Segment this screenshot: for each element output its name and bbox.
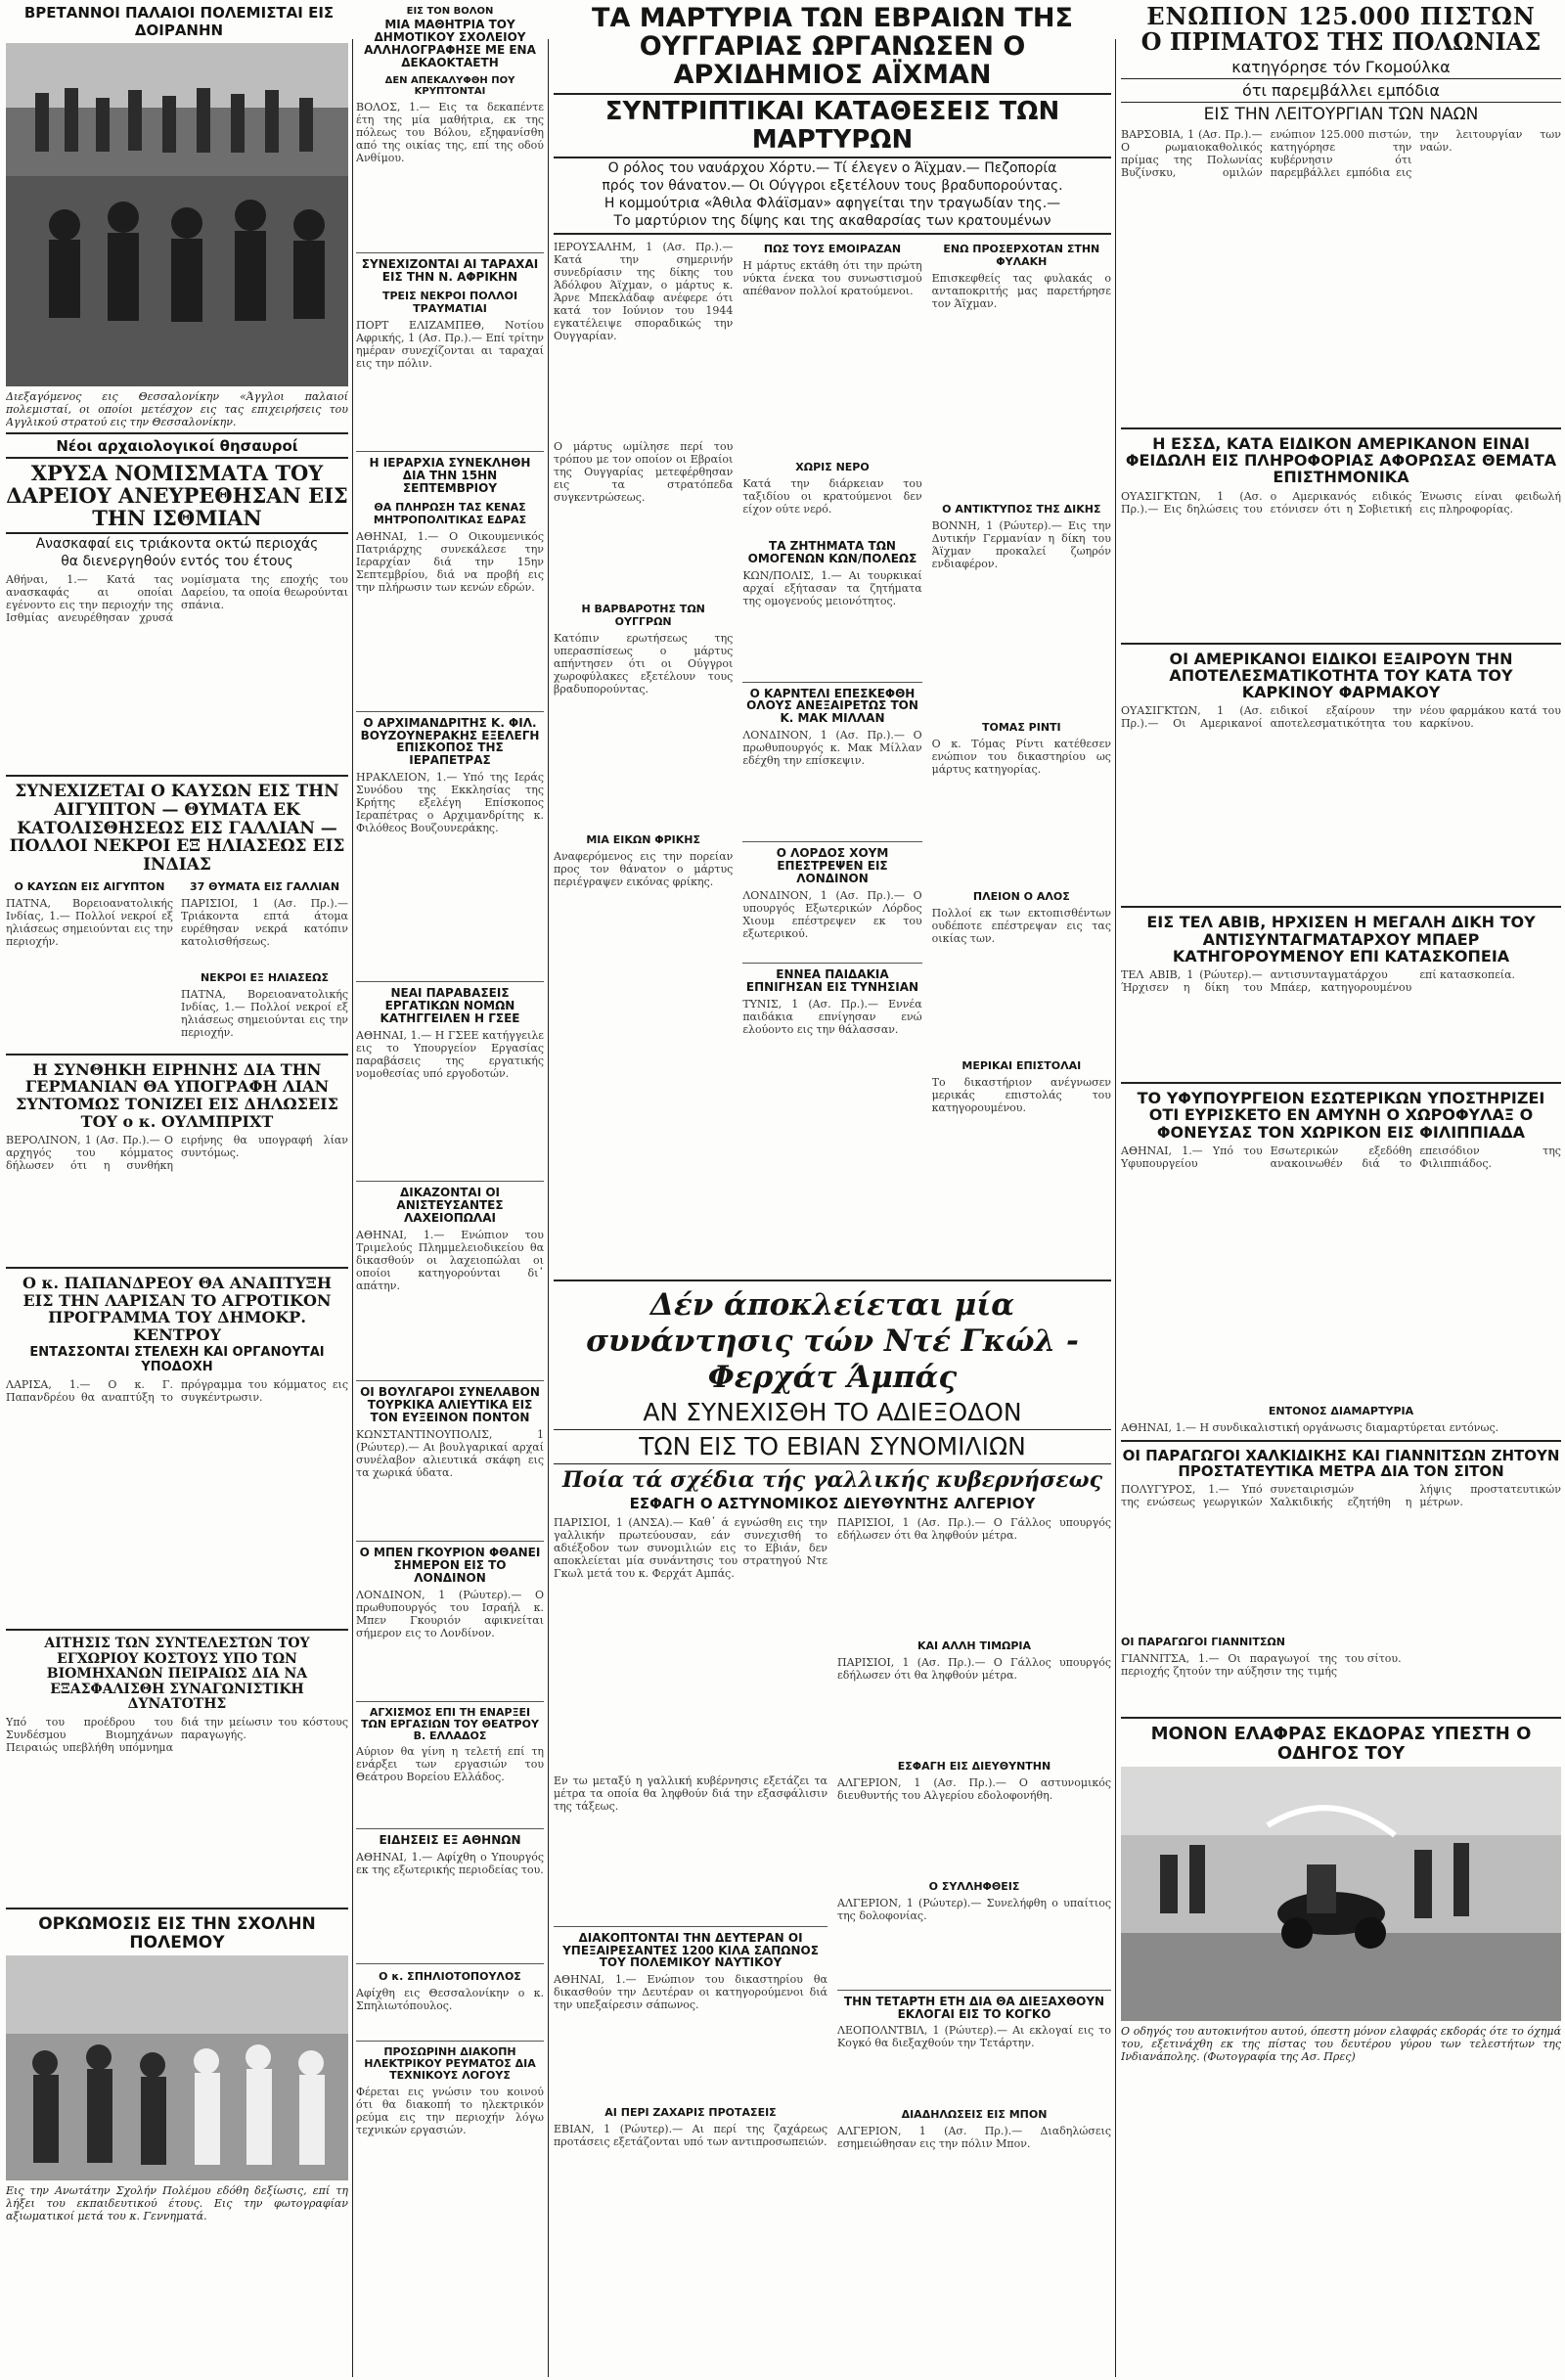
gaulle-body-2: Εν τω μεταξύ η γαλλική κυβέρνησις εξετάζει τα μέτρα τα οποία θα ληφθούν διά την εξασφάλισιν της τάξεως. [554, 1774, 827, 1813]
grain-headline: ΟΙ ΠΑΡΑΓΩΓΟΙ ΧΑΛΚΙΔΙΚΗΣ ΚΑΙ ΓΙΑΝΝΙΤΣΩΝ ΖΗΤΟΥΝ ΠΡΟΣΤΑΤΕΥΤΙΚΑ ΜΕΤΡΑ ΔΙΑ ΤΟΝ ΣΙΤΟΝ [1122, 1446, 1560, 1481]
arrest-body: ΑΛΓΕΡΙΟΝ, 1 (Ρώυτερ).— Συνελήφθη ο υπαίτιος της δολοφονίας. [837, 1896, 1111, 1922]
poland-sub1: κατηγόρησε τόν Γκομούλκα [1231, 57, 1451, 76]
school-caption: Εις την Ανωτάτην Σχολήν Πολέμου εδόθη δεξίωσις, επί τη λήξει του εκπαιδευτικού έτους. Εις την φωτογραφίαν αξιωματικοί μετά του κ. Γεννηματά. [6, 2184, 348, 2223]
archim-hd: Ο ΑΡΧΙΜΑΝΔΡΙΤΗΣ Κ. ΦΙΛ. ΒΟΥΖΟΥΝΕΡΑΚΗΣ ΕΞΕΛΕΓΗ ΕΠΙΣΚΟΠΟΣ ΤΗΣ ΙΕΡΑΠΕΤΡΑΣ [360, 715, 540, 768]
other-sub: ΚΑΙ ΑΛΛΗ ΤΙΜΩΡΙΑ [917, 1639, 1032, 1652]
power-body: Φέρεται εις γνώσιν του κοινού ότι θα διακοπή το ηλεκτρικόν ρεύμα εις την περιοχήν λόγω τεχνικών εργασιών. [356, 2086, 544, 2137]
gouri-hd: Ο ΜΠΕΝ ΓΚΟΥΡΙΟΝ ΦΘΑΝΕΙ ΣΗΜΕΡΟΝ ΕΙΣ ΤΟ ΛΟΝΔΙΝΟΝ [359, 1545, 541, 1585]
cancer-headline: ΟΙ ΑΜΕΡΙΚΑΝΟΙ ΕΙΔΙΚΟΙ ΕΞΑΙΡΟΥΝ ΤΗΝ ΑΠΟΤΕΛΕΣΜΑΤΙΚΟΤΗΤΑ ΤΟΥ ΚΑΤΑ ΤΟΥ ΚΑΡΚΙΝΟΥ ΦΑΡΜΑΚΟΥ [1169, 649, 1513, 702]
gendarme-headline: ΤΟ ΥΦΥΠΟΥΡΓΕΙΟΝ ΕΣΩΤΕΡΙΚΩΝ ΥΠΟΣΤΗΡΙΖΕΙ ΟΤΙ ΕΥΡΙΣΚΕΤΟ ΕΝ ΑΜΥΝΗ Ο ΧΩΡΟΦΥΛΑΞ Ο ΦΟΝΕΥΣΑΣ ΤΟΝ ΧΩΡΙΚΟΝ ΕΙΣ ΦΙΛΙΠΠΙΑΔΑ [1137, 1089, 1545, 1142]
eichmann-columns [554, 237, 1111, 1274]
soap-body: ΑΘΗΝΑΙ, 1.— Ενώπιον του δικαστηρίου θα δικασθούν την Δευτέραν οι κατηγορούμενοι διά την υπεξαίρεσιν σάπωνος. [554, 1973, 827, 2012]
eichmann-body-2: Ο μάρτυς ωμίλησε περί του τρόπου με τον οποίον οι Εβραίοι της Ουγγαρίας μετεφέρθησαν εις τα στρατόπεδα συγκεντρώσεως. [554, 439, 734, 504]
gouri-body: ΛΟΝΔΙΝΟΝ, 1 (Ρώυτερ).— Ο πρωθυπουργός του Ισραήλ κ. Μπεν Γκουριόν αφικνείται σήμερον εις το Λονδίνον. [356, 1588, 544, 1639]
eichmann-body-6: Αναφερόμενος εις την πορείαν προς τον θάνατον ο μάρτυς περιέγραψεν εικόνας φρίκης. [554, 849, 734, 888]
divider [356, 1828, 544, 1829]
hierarchy-body: ΑΘΗΝΑΙ, 1.— Ο Οικουμενικός Πατριάρχης συνεκάλεσε την Ιεραρχίαν διά την 15ην Σεπτεμβρίου, διά να προβή εις την πλήρωσιν των κενών εδρών. [356, 529, 544, 594]
divider [356, 711, 544, 712]
pleno-body: Πολλοί εκ των εκτοπισθέντων ουδέποτε επέστρεψαν εις τας οικίας των. [931, 906, 1111, 945]
divider [356, 1963, 544, 1964]
arrest-sub: Ο ΣΥΛΛΗΦΘΕΙΣ [928, 1879, 1020, 1893]
divider [356, 1541, 544, 1542]
divider [1121, 1717, 1561, 1719]
grain-body: ΠΟΛΥΓΥΡΟΣ, 1.— Υπό της ενώσεως γεωργικών συνεταιρισμών Χαλκιδικής εζητήθη η λήψις προστατευτικών μέτρων. [1121, 1483, 1561, 1509]
divider [1121, 1082, 1561, 1084]
hungary-sub: ΠΩΣ ΤΟΥΣ ΕΜΟΙΡΑΖΑΝ [763, 242, 902, 255]
police-body: ΑΛΓΕΡΙΟΝ, 1 (Ασ. Πρ.).— Ο αστυνομικός διευθυντής του Αλγερίου εδολοφονήθη. [837, 1775, 1111, 1802]
congo-hd: ΤΗΝ ΤΕΤΑΡΤΗ ΕΤΗ ΔΙΑ ΘΑ ΔΙΕΞΑΧΘΟΥΝ ΕΚΛΟΓΑΙ ΕΙΣ ΤΟ ΚΟΓΚΟ [843, 1994, 1105, 2021]
accident-caption: Ο οδηγός του αυτοκινήτου αυτού, όπεστη μόνον ελαφράς εκδοράς ότε το όχημά του, εξετινάχθη εκ της πίστας του δευτέρου γύρου των τελεστήτων της Ινδιανάπολης. (Φωτογραφία της Ασ. Πρες) [1121, 2025, 1561, 2064]
volos-kicker: ΕΙΣ ΤΟΝ ΒΟΛΟΝ [406, 6, 494, 17]
coins-sub1: Ανασκαφαί εις τριάκοντα οκτώ περιοχάς [35, 536, 319, 553]
congo-body: ΛΕΟΠΟΛΝΤΒΙΛ, 1 (Ρώυτερ).— Αι εκλογαί εις το Κογκό θα διεξαχθούν την Τετάρτην. [837, 2024, 1111, 2050]
divider [837, 1990, 1111, 1991]
athens-hd: ΕΙΔΗΣΕΙΣ ΕΞ ΑΘΗΝΩΝ [379, 1833, 521, 1848]
eichmann-body-3: Η μάρτυς εκτάθη ότι την πρώτη νύκτα ένεκα του συνωστισμού απέθανον πολλοί κρατούμενοι. [742, 258, 922, 297]
eichmann-body-1: ΙΕΡΟΥΣΑΛΗΜ, 1 (Ασ. Πρ.).— Κατά την σημερινήν συνεδρίασιν της δίκης του Άδόλφου Άϊχμαν, ο μάρτυς κ. Άρνε Μπεκλάδαφ ανέφερε ότι κατά τον Ιούνιον του 1944 εγκατέλειψε σποραδικώς την Ουγγαρίαν. [554, 240, 734, 342]
other-body: ΠΑΡΙΣΙΟΙ, 1 (Ασ. Πρ.).— Ο Γάλλος υπουργός εδήλωσεν ότι θα ληφθούν μέτρα. [837, 1655, 1111, 1682]
eichmann-body-4: Κατά την διάρκειαν του ταξιδίου οι κρατούμενοι δεν είχον ούτε νερό. [742, 476, 922, 516]
costs-body: Υπό του προέδρου του Συνδέσμου Βιομηχάνων Πειραιώς υπεβλήθη υπόμνημα διά την μείωσιν του κόστους παραγωγής. [6, 1716, 348, 1755]
egypt-body: ΠΑΤΝΑ, Βορειοανατολικής Ινδίας, 1.— Πολλοί νεκροί εξ ηλιάσεως σημειούνται εις την περιοχήν. [6, 896, 173, 948]
power-hd: ΠΡΟΣΩΡΙΝΗ ΔΙΑΚΟΠΗ ΗΛΕΚΤΡΙΚΟΥ ΡΕΥΜΑΤΟΣ ΔΙΑ ΤΕΧΝΙΚΟΥΣ ΛΟΓΟΥΣ [364, 2045, 536, 2083]
soap-hd: ΔΙΑΚΟΠΤΟΝΤΑΙ ΤΗΝ ΔΕΥΤΕΡΑΝ ΟΙ ΥΠΕΞΑΙΡΕΣΑΝΤΕΣ 1200 ΚΙΛΑ ΣΑΠΩΝΟΣ ΤΟΥ ΠΟΛΕΜΙΚΟΥ ΝΑΥΤΙΚΟΥ [562, 1930, 819, 1970]
tomar-sub: ΤΟΜΑΣ ΡΙΝΤΙ [982, 720, 1061, 734]
gaulle-body-3: ΠΑΡΙΣΙΟΙ, 1 (Ασ. Πρ.).— Ο Γάλλος υπουργός εδήλωσεν ότι θα ληφθούν μέτρα. [837, 1515, 1111, 1542]
deck-line-4: Το μαρτύριον της δίψης και της ακαθαρσίας των κρατουμένων [554, 213, 1111, 235]
cancer-body: ΟΥΑΣΙΓΚΤΩΝ, 1 (Ασ. Πρ.).— Οι Αμερικανοί ειδικοί εξαίρουν την αποτελεσματικότητα του νέου φαρμάκου κατά του καρκίνου. [1121, 704, 1561, 731]
divider [356, 2041, 544, 2042]
gaulle-headline: Δέν άποκλείεται μία συνάντησις τών Ντέ Γκώλ - Φερχάτ Άμπάς [586, 1286, 1079, 1395]
poland-body: ΒΑΡΣΟΒΙΑ, 1 (Ασ. Πρ.).— Ο ρωμαιοκαθολικός πρίμας της Πολωνίας Βυζίνσκυ, ομιλών ενώπιον 125.000 πιστών, κατηγόρησε την κυβέρνησιν ότι παρεμβάλλει εμπόδια εις την λειτουργίαν των ναών. [1121, 127, 1561, 179]
children-hd: ΕΝΝΕΑ ΠΑΙΔΑΚΙΑ ΕΠΝΙΓΗΣΑΝ ΕΙΣ ΤΥΝΗΣΙΑΝ [745, 967, 919, 995]
main-headline: ΤΑ ΜΑΡΤΥΡΙΑ ΤΩΝ ΕΒΡΑΙΩΝ ΤΗΣ ΟΥΓΓΑΡΙΑΣ ΩΡΓΑΝΩΣΕΝ Ο ΑΡΧΙΔΗΜΙΟΣ ΑΪΧΜΑΝ [592, 3, 1073, 91]
heat-hd: ΝΕΚΡΟΙ ΕΞ ΗΛΙΑΣΕΩΣ [200, 970, 330, 984]
victims-hd: 37 ΘΥΜΑΤΑ ΕΙΣ ΓΑΛΛΙΑΝ [189, 879, 340, 893]
water-sub: ΧΩΡΙΣ ΝΕΡΟ [795, 460, 870, 473]
omogenon-hd: ΤΑ ΖΗΤΗΜΑΤΑ ΤΩΝ ΟΜΟΓΕΝΩΝ ΚΩΝ/ΠΟΛΕΩΣ [747, 538, 917, 565]
gendarme-sub: ΕΝΤΟΝΟΣ ΔΙΑΜΑΡΤΥΡΙΑ [1268, 1404, 1414, 1417]
essa-body: ΟΥΑΣΙΓΚΤΩΝ, 1 (Ασ. Πρ.).— Εις δηλώσεις του ο Αμερικανός ειδικός ετόνισεν ότι η Σοβιετική Ένωσις είναι φειδωλή εις πληροφορίας. [1121, 489, 1561, 516]
divider [1121, 906, 1561, 908]
gaulle-kicker2: ΕΣΦΑΓΗ Ο ΑΣΤΥΝΟΜΙΚΟΣ ΔΙΕΥΘΥΝΤΗΣ ΑΛΓΕΡΙΟΥ [629, 1495, 1036, 1513]
school-photo [6, 1955, 348, 2180]
sugar-body: ΕΒΙΑΝ, 1 (Ρώυτερ).— Αι περί της ζαχάρεως προτάσεις εξετάζονται υπό των αντιπροσωπειών. [554, 2123, 827, 2149]
archim-body: ΗΡΑΚΛΕΙΟΝ, 1.— Υπό της Ιεράς Συνόδου της Εκκλησίας της Κρήτης εξελέγη Επίσκοπος Ιεραπέτρας ο Αρχιμανδρίτης κ. Φιλόθεος Βουζουνεράκης. [356, 771, 544, 835]
antiquities-kicker: Νέοι αρχαιολογικοί θησαυροί [6, 432, 348, 455]
home-body: ΛΟΝΔΙΝΟΝ, 1 (Ασ. Πρ.).— Ο υπουργός Εξωτερικών Λόρδος Χιουμ επέστρεψεν εκ του εξωτερικού. [742, 889, 922, 941]
gaulle-body-1: ΠΑΡΙΣΙΟΙ, 1 (ΑΝΣΑ).— Καθ᾽ ά εγνώσθη εις την γαλλικήν πρωτεύουσαν, εάν συνεχισθή το αδιέξοδον των συνομιλιών εις το Εβιάν, δεν αποκλείεται μία συνάντησις του στρατηγού Ντε Γκωλ μετά του κ. Φερχάτ Αμπάς. [554, 1515, 827, 1580]
telaviv-body: ΤΕΛ ΑΒΙΒ, 1 (Ρώυτερ).— Ήρχισεν η δίκη του αντισυνταγματάρχου Μπάερ, κατηγορουμένου επί κατασκοπεία. [1121, 968, 1516, 995]
school-headline: ΟΡΚΩΜΟΣΙΣ ΕΙΣ ΤΗΝ ΣΧΟΛΗΝ ΠΟΛΕΜΟΥ [38, 1914, 316, 1953]
divider [6, 775, 348, 777]
germany-headline: Η ΣΥΝΘΗΚΗ ΕΙΡΗΝΗΣ ΔΙΑ ΤΗΝ ΓΕΡΜΑΝΙΑΝ ΘΑ ΥΠΟΓΡΑΦΗ ΛΙΑΝ ΣΥΝΤΟΜΩΣ ΤΟΝΙΖΕΙ ΕΙΣ ΔΗΛΩΣΕΙΣ ΤΟΥ ο κ. ΟΥΛΜΠΡΙΧΤ [16, 1059, 338, 1131]
papandreou-headline: Ο κ. ΠΑΠΑΝΔΡΕΟΥ ΘΑ ΑΝΑΠΤΥΞΗ ΕΙΣ ΤΗΝ ΛΑΡΙΣΑΝ ΤΟ ΑΓΡΟΤΙΚΟΝ ΠΡΟΓΡΑΜΜΑ ΤΟΥ ΔΗΜΟΚΡ. ΚΕΝΤΡΟΥ [22, 1274, 333, 1344]
deck-line-3: Η κομμούτρια «Άθιλα Φλάϊσμαν» αφηγείται την τραγωδίαν της.— [604, 195, 1061, 211]
volos-body: ΒΟΛΟΣ, 1.— Εις τα δεκαπέντε έτη της μία μαθήτρια, εκ της πόλεως του Βόλου, εξηφανίσθη από της οικίας της, επί της οδού Ανθίμου. [356, 100, 544, 164]
divider [6, 1054, 348, 1055]
divider [6, 1267, 348, 1269]
tomar-body: Ο κ. Τόμας Ρίντι κατέθεσεν ενώπιον του δικαστηρίου ως μάρτυς κατηγορίας. [931, 737, 1111, 776]
home-hd: Ο ΛΟΡΔΟΣ ΧΟΥΜ ΕΠΕΣΤΡΕΨΕΝ ΕΙΣ ΛΟΝΔΙΝΟΝ [776, 846, 889, 886]
theatre-body: Αύριον θα γίνη η τελετή επί τη ενάρξει των εργασιών του Θεάτρου Βορείου Ελλάδος. [356, 1745, 544, 1784]
bulgar-body: ΚΩΝΣΤΑΝΤΙΝΟΥΠΟΛΙΣ, 1 (Ρώυτερ).— Αι βουλγαρικαί αρχαί συνέλαβον αλιευτικά σκάφη εις τα χωρικά ύδατα. [356, 1427, 544, 1479]
photo-caption: Διεξαγόμενος εις Θεσσαλονίκην «Άγγλοι παλαιοί πολεμισταί, οι οποίοι μετέσχον εις τας επιχειρήσεις του Αγγλικού στρατού εις την Θεσσαλονίκην. [6, 390, 348, 428]
omogenon-body: ΚΩΝ/ΠΟΛΙΣ, 1.— Αι τουρκικαί αρχαί εξήτασαν τα ζητήματα της ομογενούς μειονότητος. [742, 568, 922, 607]
costs-headline: ΑΙΤΗΣΙΣ ΤΩΝ ΣΥΝΤΕΛΕΣΤΩΝ ΤΟΥ ΕΓΧΩΡΙΟΥ ΚΟΣΤΟΥΣ ΥΠΟ ΤΩΝ ΒΙΟΜΗΧΑΝΩΝ ΠΕΙΡΑΙΩΣ ΔΙΑ ΝΑ ΕΞΑΣΦΑΛΙΣΘΗ ΣΥΝΑΓΩΝΙΣΤΙΚΗ ΔΥΝΑΤΟΤΗΣ [44, 1636, 310, 1713]
coins-body: Αθήναι, 1.— Κατά τας ανασκαφάς αι οποίαι εγένοντο εις την περιοχήν της Ισθμίας ανευρέθησαν χρυσά νομίσματα της εποχής του Δαρείου, τα οποία θεωρούνται σπάνια. [6, 573, 348, 625]
volos-sub: ΔΕΝ ΑΠΕΚΑΛΥΦΘΗ ΠΟΥ ΚΡΥΠΤΟΝΤΑΙ [384, 74, 515, 97]
spyro-body: Αφίχθη εις Θεσσαλονίκην ο κ. Σπηλιωτόπουλος. [356, 1987, 544, 2013]
divider [742, 682, 921, 683]
divider [356, 1701, 544, 1702]
trial-impact-body: ΒΟΝΝΗ, 1 (Ρώυτερ).— Εις την Δυτικήν Γερμανίαν η δίκη του Άϊχμαν προκαλεί ζωηρόν ενδιαφέρον. [931, 518, 1111, 570]
divider [356, 981, 544, 982]
grain-body-2: ΓΙΑΝΝΙΤΣΑ, 1.— Οι παραγωγοί της περιοχής ζητούν την αύξησιν της τιμής του σίτου. [1121, 1652, 1402, 1679]
center-section [554, 0, 1111, 2380]
dist-body: ΑΛΓΕΡΙΟΝ, 1 (Ασ. Πρ.).— Διαδηλώσεις εσημειώθησαν εις την πόλιν Μπον. [837, 2125, 1111, 2151]
poland-sub2: ότι παρεμβάλλει εμπόδια [1121, 78, 1561, 103]
poland-sub3: ΕΙΣ ΤΗΝ ΛΕΙΤΟΥΡΓΙΑΝ ΤΩΝ ΝΑΩΝ [1203, 104, 1479, 124]
divider [742, 841, 921, 842]
telaviv-headline: ΕΙΣ ΤΕΛ ΑΒΙΒ, ΗΡΧΙΣΕΝ Η ΜΕΓΑΛΗ ΔΙΚΗ ΤΟΥ ΑΝΤΙΣΥΝΤΑΓΜΑΤΑΡΧΟΥ ΜΠΑΕΡ ΚΑΤΗΓΟΡΟΥΜΕΝΟΥ ΕΠΙ ΚΑΤΑΣΚΟΠΕΙΑ [1146, 913, 1536, 965]
riots-hd: ΣΥΝΕΧΙΖΟΝΤΑΙ ΑΙ ΤΑΡΑΧΑΙ ΕΙΣ ΤΗΝ Ν. ΑΦΡΙΚΗΝ [361, 256, 539, 284]
trial-body: ΑΘΗΝΑΙ, 1.— Ενώπιον του Τριμελούς Πλημμελειοδικείου θα δικασθούν οι λαχειοπώλαι οι οποίοι κατηγορούνται δι᾽ απάτην. [356, 1229, 544, 1293]
divider [554, 1280, 1111, 1281]
coins-headline: ΧΡΥΣΑ ΝΟΜΙΣΜΑΤΑ ΤΟΥ ΔΑΡΕΙΟΥ ΑΝΕΥΡΕΘΗΣΑΝ ΕΙΣ ΤΗΝ ΙΣΘΜΙΑΝ [6, 457, 348, 534]
riots-body: ΠΟΡΤ ΕΛΙΖΑΜΠΕΘ, Νοτίου Αφρικής, 1 (Ασ. Πρ.).— Επί τρίτην ημέραν συνεχίζονται αι ταραχαί εις την πόλιν. [356, 318, 544, 370]
letters-body: Το δικαστήριον ανέγνωσεν μερικάς επιστολάς του κατηγορουμένου. [931, 1075, 1111, 1114]
column-rule [1115, 39, 1116, 2377]
gaulle-sub2: ΤΩΝ ΕΙΣ ΤΟ ΕΒΙΑΝ ΣΥΝΟΜΙΛΙΩΝ [554, 1432, 1111, 1464]
gaulle-sub1: ΑΝ ΣΥΝΕΧΙΣΘΗ ΤΟ ΑΔΙΕΞΟΔΟΝ [554, 1398, 1111, 1430]
gaulle-kicker: Ποία τά σχέδια τής γαλλικής κυβερνήσεως [562, 1467, 1102, 1494]
papandreou-sub: ΕΝΤΑΣΣΟΝΤΑΙ ΣΤΕΛΕΧΗ ΚΑΙ ΟΡΓΑΝΟΥΤΑΙ ΥΠΟΔΟΧΗ [29, 1345, 325, 1375]
strikes-hd: ΝΕΑΙ ΠΑΡΑΒΑΣΕΙΣ ΕΡΓΑΤΙΚΩΝ ΝΟΜΩΝ ΚΑΤΗΓΓΕΙΛΕΝ Η ΓΣΕΕ [380, 986, 520, 1026]
dist-sub: ΔΙΑΔΗΛΩΣΕΙΣ ΕΙΣ ΜΠΟΝ [901, 2108, 1048, 2122]
second-column [356, 0, 544, 2380]
gaulle-columns [554, 1512, 1111, 2155]
divider [1121, 643, 1561, 645]
divider [1121, 427, 1561, 429]
strikes-body: ΑΘΗΝΑΙ, 1.— Η ΓΣΕΕ κατήγγειλε εις το Υπουργείον Εργασίας παραβάσεις της εργατικής νομοθεσίας υπό εργοδοτών. [356, 1029, 544, 1081]
image-sub: ΜΙΑ ΕΙΚΩΝ ΦΡΙΚΗΣ [586, 832, 700, 846]
trial-hd: ΔΙΚΑΖΟΝΤΑΙ ΟΙ ΑΝΙΣΤΕΥΣΑΝΤΕΣ ΛΑΧΕΙΟΠΩΛΑΙ [396, 1186, 504, 1226]
eichmann-body-5: Κατόπιν ερωτήσεως της υπερασπίσεως ο μάρτυς απήντησεν ότι οι Ούγγροι χωροφύλακες εξετέλουν τους βραδυπορούντας. [554, 631, 734, 696]
bulgar-hd: ΟΙ ΒΟΥΛΓΑΡΟΙ ΣΥΝΕΛΑΒΟΝ ΤΟΥΡΚΙΚΑ ΑΛΙΕΥΤΙΚΑ ΕΙΣ ΤΟΝ ΕΥΞΕΙΝΟΝ ΠΟΝΤΟΝ [360, 1385, 540, 1425]
photo-header: ΒΡΕΤΑΝΝΟΙ ΠΑΛΑΙΟΙ ΠΟΛΕΜΙΣΤΑΙ ΕΙΣ ΔΟΙΡΑΝΗΝ [6, 0, 348, 43]
poland-headline-2: Ο ΠΡΙΜΑΤΟΣ ΤΗΣ ΠΟΛΩΝΙΑΣ [1140, 27, 1542, 57]
main-sub: ΣΥΝΤΡΙΠΤΙΚΑΙ ΚΑΤΑΘΕΣΕΙΣ ΤΩΝ ΜΑΡΤΥΡΩΝ [554, 93, 1111, 157]
veterans-photo [6, 0, 348, 386]
carnegie-body: ΛΟΝΔΙΝΟΝ, 1 (Ασ. Πρ.).— Ο πρωθυπουργός κ. Μακ Μίλλαν εδέχθη την επίσκεψιν. [742, 729, 922, 768]
divider [6, 1908, 348, 1909]
coins-sub2: θα διενεργηθούν εντός του έτους [61, 554, 293, 570]
sugar-sub: ΑΙ ΠΕΡΙ ΖΑΧΑΡΙΣ ΠΡΟΤΑΣΕΙΣ [604, 2106, 777, 2120]
egypt-columns [6, 875, 348, 1048]
papandreou-body: ΛΑΡΙΣΑ, 1.— Ο κ. Γ. Παπανδρέου θα αναπτύξη το πρόγραμμα του κόμματος εις συγκέντρωσιν. [6, 1378, 348, 1405]
eichmann-sub: ΕΝΩ ΠΡΟΣΕΡΧΟΤΑΝ ΣΤΗΝ ΦΥΛΑΚΗ [943, 242, 1100, 268]
egypt-hd: Ο ΚΑΥΣΩΝ ΕΙΣ ΑΙΓΥΠΤΟΝ [14, 879, 165, 893]
divider [356, 1181, 544, 1182]
race-car-photo [1121, 1767, 1561, 2021]
poland-headline-1: ΕΝΩΠΙΟΝ 125.000 ΠΙΣΤΩΝ [1146, 2, 1536, 30]
spyro-hd: Ο κ. ΣΠΗΛΙΟΤΟΠΟΥΛΟΣ [379, 1970, 521, 1984]
divider [742, 963, 921, 964]
divider [356, 451, 544, 452]
deck-line-1: Ο ρόλος του ναυάρχου Χόρτυ.— Τί έλεγεν ο Άϊχμαν.— Πεζοπορία [607, 159, 1057, 176]
children-body: ΤΥΝΙΣ, 1 (Ασ. Πρ.).— Εννέα παιδάκια επνίγησαν ενώ ελούοντο εις την θάλασσαν. [742, 998, 922, 1037]
carnegie-hd: Ο ΚΑΡΝΤΕΛΙ ΕΠΕΣΚΕΦΘΗ ΟΛΟΥΣ ΑΝΕΞΑΙΡΕΤΩΣ ΤΟΝ Κ. ΜΑΚ ΜΙΛΛΑΝ [746, 686, 918, 726]
hierarchy-hd: Η ΙΕΡΑΡΧΙΑ ΣΥΝΕΚΛΗΘΗ ΔΙΑ ΤΗΝ 15ΗΝ ΣΕΠΤΕΜΒΡΙΟΥ [369, 455, 531, 495]
deck-line-2: πρός τον θάνατον.— Οι Ούγγροι εξετέλουν τους βραδυπορούντας. [602, 177, 1063, 194]
divider [554, 1926, 827, 1927]
gendarme-body-2: ΑΘΗΝΑΙ, 1.— Η συνδικαλιστική οργάνωσις διαμαρτύρεται εντόνως. [1121, 1420, 1499, 1434]
victims-body: ΠΑΡΙΣΙΟΙ, 1 (Ασ. Πρ.).— Τριάκοντα επτά άτομα ευρέθησαν νεκρά κατόπιν κατολισθήσεως. [181, 896, 348, 948]
germany-body: ΒΕΡΟΛΙΝΟΝ, 1 (Ασ. Πρ.).— Ο αρχηγός του κόμματος δήλωσεν ότι η συνθήκη ειρήνης θα υπογραφή λίαν συντόμως. [6, 1134, 348, 1173]
police-sub: ΕΣΦΑΓΗ ΕΙΣ ΔΙΕΥΘΥΝΤΗΝ [897, 1759, 1051, 1773]
divider [356, 1380, 544, 1381]
grain-sub: ΟΙ ΠΑΡΑΓΩΓΟΙ ΓΙΑΝΝΙΤΣΩΝ [1121, 1636, 1285, 1649]
essa-headline: Η ΕΣΣΔ, ΚΑΤΑ ΕΙΔΙΚΟΝ ΑΜΕΡΙΚΑΝΟΝ ΕΙΝΑΙ ΦΕΙΔΩΛΗ ΕΙΣ ΠΛΗΡΟΦΟΡΙΑΣ ΑΦΟΡΩΣΑΣ ΘΕΜΑΤΑ ΕΠΙΣΤΗΜΟΝΙΚΑ [1125, 433, 1557, 487]
pleno-sub: ΠΛΕΙΟΝ Ο ΑΛΟΣ [972, 889, 1070, 903]
divider [6, 1629, 348, 1631]
theatre-hd: ΑΓΧΙΣΜΟΣ ΕΠΙ ΤΗ ΕΝΑΡΞΕΙ ΤΩΝ ΕΡΓΑΣΙΩΝ ΤΟΥ ΘΕΑΤΡΟΥ Β. ΕΛΛΑΔΟΣ [361, 1705, 539, 1742]
heat-body: ΠΑΤΝΑ, Βορειοανατολικής Ινδίας, 1.— Πολλοί νεκροί εξ ηλιάσεως σημειούνται εις την περιοχήν. [181, 987, 348, 1039]
volos-hd: ΜΙΑ ΜΑΘΗΤΡΙΑ ΤΟΥ ΔΗΜΟΤΙΚΟΥ ΣΧΟΛΕΙΟΥ ΑΛΛΗΛΟΓΡΑΦΗΣΕ ΜΕ ΕΝΑ ΔΕΚΑΟΚΤΑΕΤΗ [364, 18, 536, 69]
hierarchy-sub: ΘΑ ΠΛΗΡΩΣΗ ΤΑΣ ΚΕΝΑΣ ΜΗΤΡΟΠΟΛΙΤΙΚΑΣ ΕΔΡΑΣ [373, 500, 527, 526]
letters-sub: ΜΕΡΙΚΑΙ ΕΠΙΣΤΟΛΑΙ [961, 1058, 1082, 1072]
right-column [1121, 0, 1561, 2380]
column-rule [352, 39, 353, 2377]
eichmann-prison-body: Επισκεφθείς τας φυλακάς ο ανταποκριτής μας παρετήρησε τον Άϊχμαν. [931, 271, 1111, 310]
riots-sub: ΤΡΕΙΣ ΝΕΚΡΟΙ ΠΟΛΛΟΙ ΤΡΑΥΜΑΤΙΑΙ [381, 289, 518, 315]
athens-body: ΑΘΗΝΑΙ, 1.— Αφίχθη ο Υπουργός εκ της εξωτερικής περιοδείας του. [356, 1851, 544, 1877]
barbarity-sub: Η ΒΑΡΒΑΡΟΤΗΣ ΤΩΝ ΟΥΓΓΡΩΝ [581, 602, 705, 628]
left-column [6, 0, 348, 2380]
trial-impact-sub: Ο ΑΝΤΙΚΤΥΠΟΣ ΤΗΣ ΔΙΚΗΣ [942, 502, 1101, 516]
gendarme-body: ΑΘΗΝΑΙ, 1.— Υπό του Υφυπουργείου Εσωτερικών εξεδόθη ανακοινωθέν διά το επεισόδιον της Φιλιππιάδος. [1121, 1144, 1561, 1170]
column-rule [548, 39, 549, 2377]
accident-headline: ΜΟΝΟΝ ΕΛΑΦΡΑΣ ΕΚΔΟΡΑΣ ΥΠΕΣΤΗ Ο ΟΔΗΓΟΣ ΤΟΥ [1150, 1724, 1532, 1764]
divider [356, 252, 544, 253]
egypt-headline: ΣΥΝΕΧΙΖΕΤΑΙ Ο ΚΑΥΣΩΝ ΕΙΣ ΤΗΝ ΑΙΓΥΠΤΟΝ — ΘΥΜΑΤΑ ΕΚ ΚΑΤΟΛΙΣΘΗΣΕΩΣ ΕΙΣ ΓΑΛΛΙΑΝ — ΠΟΛΛΟΙ ΝΕΚΡΟΙ ΕΞ ΗΛΙΑΣΕΩΣ ΕΙΣ ΙΝΔΙΑΣ [9, 782, 345, 876]
divider [1121, 1440, 1561, 1442]
